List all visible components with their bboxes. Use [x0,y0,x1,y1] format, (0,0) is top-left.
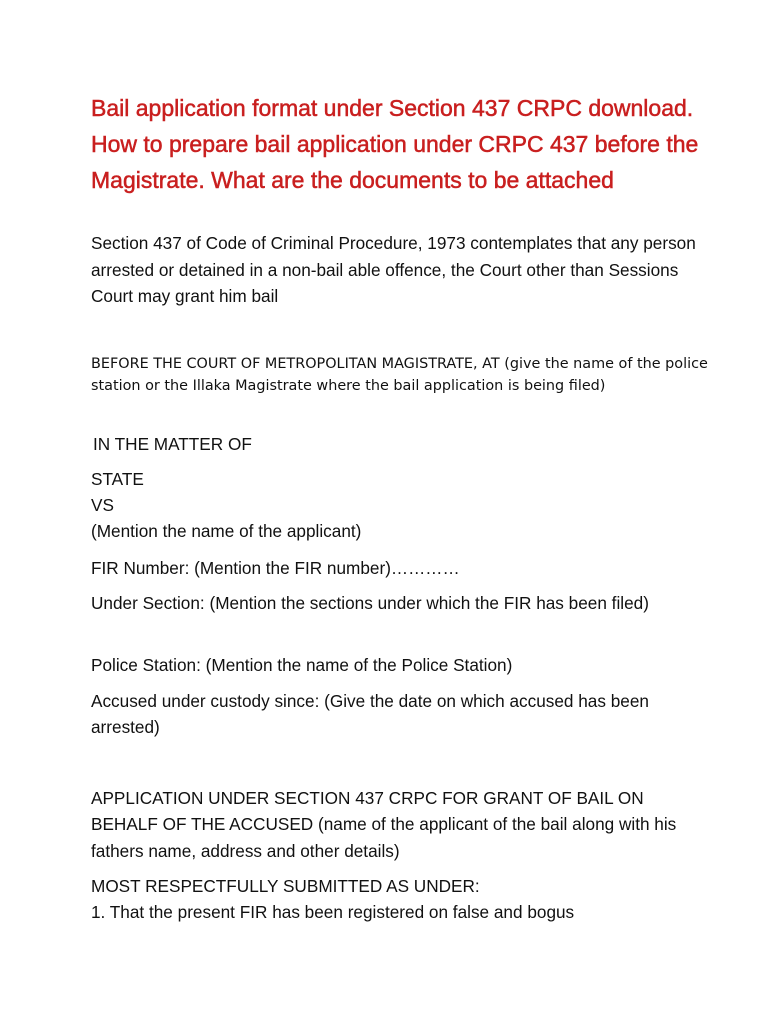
under-section-field: Under Section: (Mention the sections under which the FIR has been filed) [91,593,649,613]
point-one-text: 1. That the present FIR has been registered on false and bogus [91,902,575,922]
submission-heading: MOST RESPECTFULLY SUBMITTED AS UNDER: [91,876,480,896]
court-heading: BEFORE THE COURT OF METROPOLITAN MAGISTRATE, AT (give the name of the police station or the Illaka Magistrate where the bail application is being filed) [91,356,708,394]
applicant-name-placeholder: (Mention the name of the applicant) [91,521,362,541]
application-heading: APPLICATION UNDER SECTION 437 CRPC FOR GRANT OF BAIL ON BEHALF OF THE ACCUSED (name of the applicant of the bail along with his fathers name, address and other details) [91,788,677,861]
custody-since-field: Accused under custody since: (Give the date on which accused has been arrested) [91,691,649,738]
state-party: STATE [91,469,144,489]
police-station-field: Police Station: (Mention the name of the Police Station) [91,655,513,675]
intro-paragraph: Section 437 of Code of Criminal Procedure, 1973 contemplates that any person arrested or detained in a non-bail able offence, the Court other than Sessions Court may grant him bail [91,233,696,306]
versus-label: VS [91,495,114,515]
fir-number-field: FIR Number: (Mention the FIR number)………… [91,558,460,578]
document-title: Bail application format under Section 437 CRPC download. How to prepare bail application under CRPC 437 before the Magistrate. What are the documents to be attached [91,95,699,193]
in-the-matter-heading: IN THE MATTER OF [93,434,252,454]
